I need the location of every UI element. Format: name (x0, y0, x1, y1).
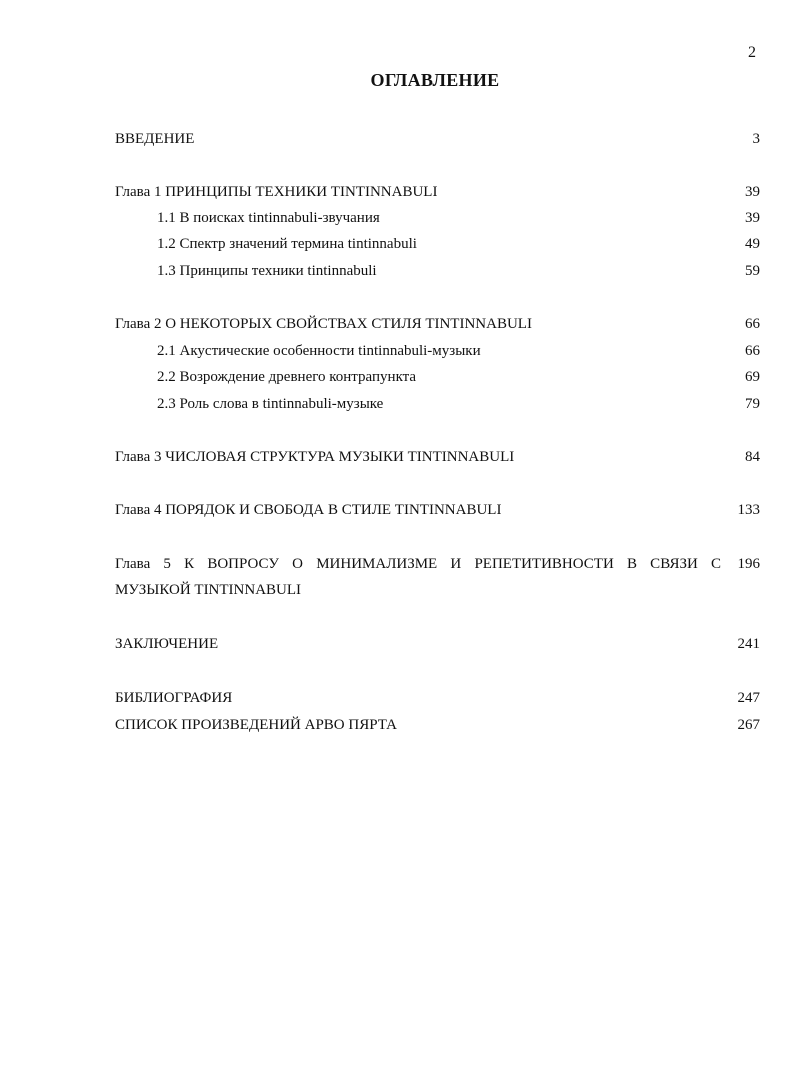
toc-entry-chapter-3[interactable] (115, 446, 760, 468)
toc-entry-label: 2.2 Возрождение древнего контрапункта (157, 369, 417, 385)
toc-entry-section-1-3[interactable] (157, 260, 760, 282)
toc-entry-page: 49 (745, 236, 760, 252)
toc-entry-section-2-3[interactable] (157, 393, 760, 415)
toc-entry-label: 1.3 Принципы техники tintinnabuli (157, 263, 377, 279)
toc-entry-page: 66 (745, 343, 760, 359)
toc-entry-label: 1.1 В поисках tintinnabuli-звучания (157, 210, 380, 226)
toc-entry-page: 196 (737, 556, 760, 572)
toc-entry-label: 2.3 Роль слова в tintinnabuli-музыке (157, 396, 384, 412)
toc-entry-label: ВВЕДЕНИЕ (115, 131, 195, 147)
toc-entry-chapter-2[interactable] (115, 313, 760, 335)
toc-entry-page: 39 (745, 184, 760, 200)
toc-entry-page: 79 (745, 396, 760, 412)
toc-entry-chapter-5[interactable] (115, 553, 760, 605)
toc-entry-page: 39 (745, 210, 760, 226)
toc-entry-label-line-2: МУЗЫКОЙ TINTINNABULI (115, 582, 302, 598)
toc-entry-page: 133 (737, 502, 760, 518)
toc-entry-page: 241 (737, 636, 760, 652)
toc-entry-bibliography[interactable] (115, 687, 760, 709)
toc-entry-conclusion[interactable] (115, 633, 760, 655)
toc-entry-label-line-1: Глава 5 К ВОПРОСУ О МИНИМАЛИЗМЕ И РЕПЕТИТИВНОСТИ В СВЯЗИ С (115, 556, 721, 572)
toc-entry-label: Глава 4 ПОРЯДОК И СВОБОДА В СТИЛЕ TINTINNABULI (115, 502, 502, 518)
toc-entry-page: 3 (752, 131, 760, 147)
toc-entry-label: Глава 2 О НЕКОТОРЫХ СВОЙСТВАХ СТИЛЯ TINTINNABULI (115, 316, 532, 332)
toc-entry-intro[interactable] (115, 128, 760, 150)
toc-entry-label: БИБЛИОГРАФИЯ (115, 690, 233, 706)
toc-entry-page: 59 (745, 263, 760, 279)
toc-entry-label: СПИСОК ПРОИЗВЕДЕНИЙ АРВО ПЯРТА (115, 717, 397, 733)
toc-entry-chapter-1[interactable] (115, 181, 760, 203)
toc-entry-works-list[interactable] (115, 714, 760, 736)
page-title: ОГЛАВЛЕНИЕ (370, 70, 500, 90)
toc-entry-page: 69 (745, 369, 760, 385)
toc-entry-section-2-2[interactable] (157, 366, 760, 388)
toc-entry-page: 267 (737, 717, 760, 733)
toc-entry-chapter-4[interactable] (115, 499, 760, 521)
toc-entry-label: ЗАКЛЮЧЕНИЕ (115, 636, 219, 652)
toc-entry-label: Глава 1 ПРИНЦИПЫ ТЕХНИКИ TINTINNABULI (115, 184, 438, 200)
toc-entry-page: 84 (745, 449, 760, 465)
toc-entry-label: 2.1 Акустические особенности tintinnabuli-музыки (157, 343, 481, 359)
toc-entry-section-2-1[interactable] (157, 340, 760, 362)
toc-entry-section-1-2[interactable] (157, 233, 760, 255)
toc-entry-page: 247 (737, 690, 760, 706)
toc-entry-label: Глава 3 ЧИСЛОВАЯ СТРУКТУРА МУЗЫКИ TINTINNABULI (115, 449, 515, 465)
toc-entry-page: 66 (745, 316, 760, 332)
toc-entry-label: 1.2 Спектр значений термина tintinnabuli (157, 236, 417, 252)
toc-entry-section-1-1[interactable] (157, 207, 760, 229)
page-number: 2 (748, 44, 756, 61)
